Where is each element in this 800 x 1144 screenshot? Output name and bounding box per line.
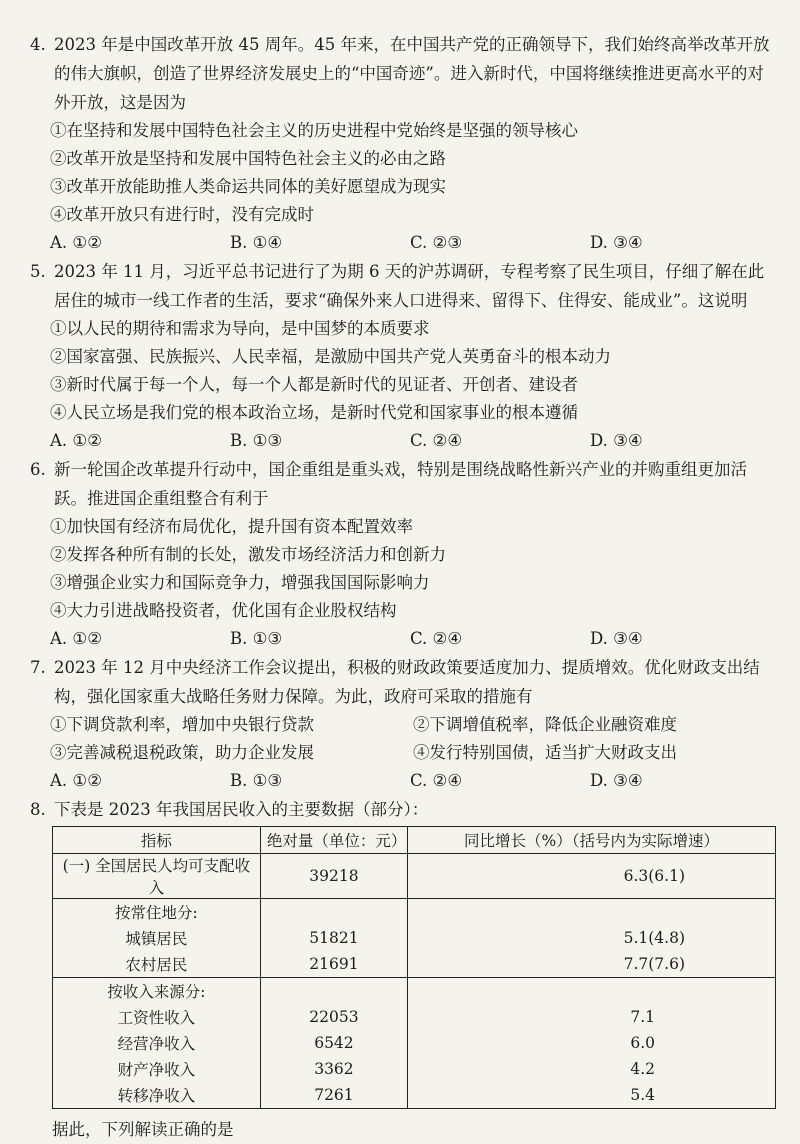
choice-d[interactable]: D. ③④ bbox=[590, 431, 643, 450]
answer-choices bbox=[30, 767, 776, 795]
question-number: 7. bbox=[30, 658, 46, 677]
option-4: ④发行特别国债，适当扩大财政支出 bbox=[413, 743, 677, 762]
row-label: 财产净收入 bbox=[53, 1056, 261, 1082]
header-amount: 绝对量（单位：元） bbox=[260, 827, 407, 854]
choice-c[interactable]: C. ②④ bbox=[410, 629, 463, 648]
question-text: 下表是 2023 年我国居民收入的主要数据（部分）： bbox=[54, 800, 429, 819]
row-label: 城镇居民 bbox=[53, 925, 261, 951]
question-number: 8. bbox=[30, 800, 46, 819]
question-6-stem bbox=[30, 455, 776, 513]
row-label: 按常住地分: bbox=[53, 899, 261, 926]
table-row bbox=[53, 951, 776, 978]
choice-c[interactable]: C. ②④ bbox=[410, 431, 463, 450]
choice-b[interactable]: B. ①④ bbox=[230, 233, 283, 252]
row-growth bbox=[408, 978, 776, 1005]
option-4: ④人民立场是我们党的根本政治立场，是新时代党和国家事业的根本遵循 bbox=[50, 403, 578, 422]
option-row-1 bbox=[30, 711, 776, 739]
table-row bbox=[53, 854, 776, 899]
row-label: (一) 全国居民人均可支配收入 bbox=[53, 854, 261, 899]
option-3: ③改革开放能助推人类命运共同体的美好愿望成为现实 bbox=[50, 177, 446, 196]
option-1: ①在坚持和发展中国特色社会主义的历史进程中党始终是坚强的领导核心 bbox=[50, 121, 578, 140]
option-1: ①以人民的期待和需求为导向，是中国梦的本质要求 bbox=[50, 319, 430, 338]
question-text: 2023 年 11 月，习近平总书记进行了为期 6 天的沪苏调研，专程考察了民生项目，仔细了解在此居住的城市一线工作者的生活，要求“确保外来人口进得来、留得下、住得安、能成业”。这说明 bbox=[54, 262, 765, 310]
option-2: ②下调增值税率，降低企业融资难度 bbox=[413, 715, 677, 734]
option-3: ③新时代属于每一个人，每一个人都是新时代的见证者、开创者、建设者 bbox=[50, 375, 578, 394]
header-growth: 同比增长（%）（括号内为实际增速） bbox=[408, 827, 776, 854]
question-5 bbox=[30, 257, 776, 455]
row-value: 51821 bbox=[260, 925, 407, 951]
question-text: 2023 年 12 月中央经济工作会议提出，积极的财政政策要适度加力、提质增效。优化财政支出结构，强化国家重大战略任务财力保障。为此，政府可采取的措施有 bbox=[54, 658, 760, 706]
option-2: ②国家富强、民族振兴、人民幸福，是激励中国共产党人英勇奋斗的根本动力 bbox=[50, 347, 611, 366]
row-label: 转移净收入 bbox=[53, 1082, 261, 1109]
choice-a[interactable]: A. ①② bbox=[50, 629, 102, 648]
table-header-row bbox=[53, 827, 776, 854]
table-row bbox=[53, 925, 776, 951]
row-growth: 6.3(6.1) bbox=[408, 854, 776, 899]
row-label: 农村居民 bbox=[53, 951, 261, 978]
option-row-2 bbox=[30, 739, 776, 767]
option-3: ③增强企业实力和国际竞争力，增强我国国际影响力 bbox=[50, 573, 430, 592]
option-4: ④改革开放只有进行时，没有完成时 bbox=[50, 205, 314, 224]
row-label: 工资性收入 bbox=[53, 1004, 261, 1030]
question-8-prompt: 据此，下列解读正确的是 bbox=[52, 1120, 234, 1139]
option-2: ②改革开放是坚持和发展中国特色社会主义的必由之路 bbox=[50, 149, 446, 168]
row-growth: 4.2 bbox=[408, 1056, 776, 1082]
option-4: ④大力引进战略投资者，优化国有企业股权结构 bbox=[50, 601, 397, 620]
question-text: 2023 年是中国改革开放 45 周年。45 年来，在中国共产党的正确领导下，我们始终高举改革开放的伟大旗帜，创造了世界经济发展史上的“中国奇迹”。进入新时代，中国将继续推进更高水平的对外开放，这是因为 bbox=[54, 35, 770, 112]
choice-d[interactable]: D. ③④ bbox=[590, 233, 643, 252]
option-1: ①下调贷款利率，增加中央银行贷款 bbox=[50, 715, 314, 734]
question-number: 5. bbox=[30, 262, 46, 281]
row-label: 经营净收入 bbox=[53, 1030, 261, 1056]
choice-a[interactable]: A. ①② bbox=[50, 771, 102, 790]
question-number: 4. bbox=[30, 35, 46, 54]
header-indicator: 指标 bbox=[53, 827, 261, 854]
question-4-stem bbox=[30, 30, 776, 117]
row-value: 39218 bbox=[260, 854, 407, 899]
question-8-stem bbox=[30, 795, 776, 824]
table-row bbox=[53, 1082, 776, 1109]
row-label: 按收入来源分: bbox=[53, 978, 261, 1005]
table-row bbox=[53, 1004, 776, 1030]
income-table bbox=[52, 826, 776, 1109]
option-1: ①加快国有经济布局优化，提升国有资本配置效率 bbox=[50, 517, 413, 536]
answer-choices bbox=[30, 229, 776, 257]
choice-a[interactable]: A. ①② bbox=[50, 233, 102, 252]
row-growth bbox=[408, 899, 776, 926]
choice-d[interactable]: D. ③④ bbox=[590, 771, 643, 790]
row-growth: 6.0 bbox=[408, 1030, 776, 1056]
question-6 bbox=[30, 455, 776, 653]
choice-a[interactable]: A. ①② bbox=[50, 431, 102, 450]
row-growth: 5.1(4.8) bbox=[408, 925, 776, 951]
question-text: 新一轮国企改革提升行动中，国企重组是重头戏，特别是围绕战略性新兴产业的并购重组更加活跃。推进国企重组整合有利于 bbox=[54, 460, 747, 508]
row-growth: 7.7(7.6) bbox=[408, 951, 776, 978]
choice-d[interactable]: D. ③④ bbox=[590, 629, 643, 648]
table-row bbox=[53, 978, 776, 1005]
question-4 bbox=[30, 30, 776, 257]
table-row bbox=[53, 899, 776, 926]
answer-choices bbox=[30, 427, 776, 455]
row-growth: 5.4 bbox=[408, 1082, 776, 1109]
question-8 bbox=[30, 795, 776, 824]
row-value: 7261 bbox=[260, 1082, 407, 1109]
row-value: 21691 bbox=[260, 951, 407, 978]
question-7-stem bbox=[30, 653, 776, 711]
row-value bbox=[260, 899, 407, 926]
table-row bbox=[53, 1030, 776, 1056]
choice-b[interactable]: B. ①③ bbox=[230, 629, 283, 648]
choice-c[interactable]: C. ②③ bbox=[410, 233, 463, 252]
answer-choices bbox=[30, 625, 776, 653]
row-value: 6542 bbox=[260, 1030, 407, 1056]
question-number: 6. bbox=[30, 460, 46, 479]
row-value: 3362 bbox=[260, 1056, 407, 1082]
question-7 bbox=[30, 653, 776, 795]
option-3: ③完善减税退税政策，助力企业发展 bbox=[50, 743, 314, 762]
row-growth: 7.1 bbox=[408, 1004, 776, 1030]
choice-b[interactable]: B. ①③ bbox=[230, 431, 283, 450]
table-row bbox=[53, 1056, 776, 1082]
row-value: 22053 bbox=[260, 1004, 407, 1030]
choice-c[interactable]: C. ②④ bbox=[410, 771, 463, 790]
row-value bbox=[260, 978, 407, 1005]
question-5-stem bbox=[30, 257, 776, 315]
choice-b[interactable]: B. ①③ bbox=[230, 771, 283, 790]
option-2: ②发挥各种所有制的长处，激发市场经济活力和创新力 bbox=[50, 545, 446, 564]
